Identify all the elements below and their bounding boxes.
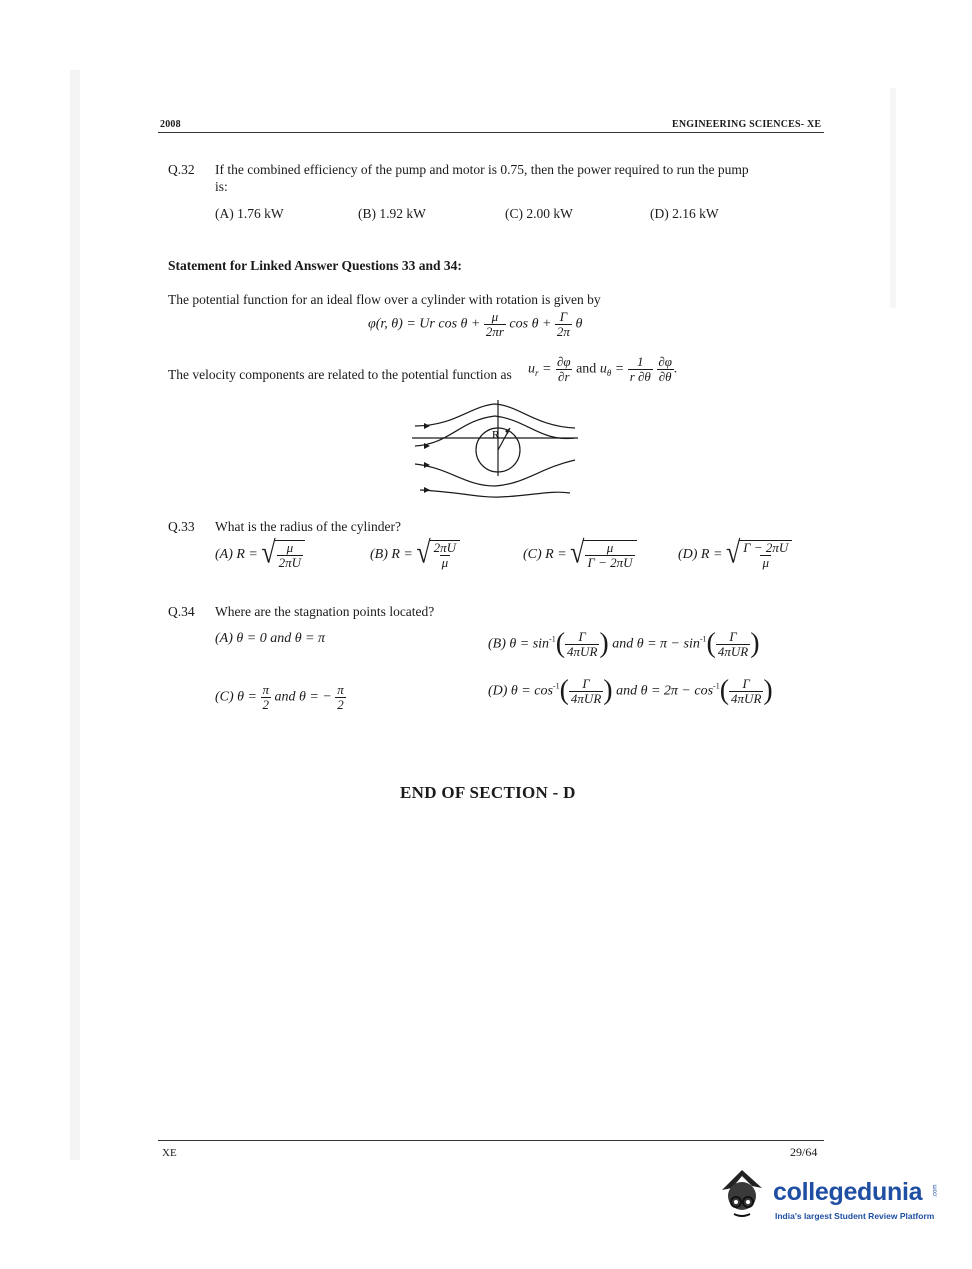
q33-option-d: (D) R = √ $\frac{\Gamma - 2\pi U}{\mu}$ [678, 540, 792, 569]
potential-equation [368, 310, 582, 338]
q33-number: Q.33 [168, 519, 195, 534]
footer-code: XE [162, 1147, 177, 1159]
q32-option-c: (C) 2.00 kW [505, 206, 573, 221]
q32-text-cont: is: [215, 179, 228, 194]
header-rule [158, 132, 824, 133]
linked-intro: The potential function for an ideal flow over a cylinder with rotation is given by [168, 292, 601, 307]
footer-rule [158, 1140, 824, 1141]
footer-page: 29/64 [790, 1145, 818, 1159]
cylinder-flow-diagram [410, 398, 580, 503]
q34-option-c: (C) θ = $\frac{\pi}{2}$ and θ = − $\frac{\pi}{2}$ [215, 682, 344, 712]
header-paper: ENGINEERING SCIENCES- XE [672, 119, 822, 130]
scan-shadow-right [890, 88, 896, 308]
figure-label-r: R [492, 429, 500, 441]
eq-frac-gamma: $\frac{\Gamma}{2\pi}$ [556, 309, 570, 339]
q34-text: Where are the stagnation points located? [215, 604, 435, 619]
q32-option-b: (B) 1.92 kW [358, 206, 426, 221]
q34-option-a: (A) θ = 0 and θ = π [215, 631, 326, 646]
header-year: 2008 [160, 119, 181, 130]
q34-option-d: (D) $\theta = \cos^{-1}$( $\frac{\Gamma}{\text{4πUR}}$ ) and $\theta = 2\pi - \cos^{-1}$( $\frac{\Gamma}{\text{4πUR}}$ ) [488, 675, 773, 707]
q33-option-b: (B) R = √ $\frac{2\pi U}{\mu}$ [370, 540, 460, 569]
eq-cos: cos θ + [509, 316, 552, 332]
eq-frac-mu: $\frac{\mu}{2\pi r}$ [485, 309, 504, 339]
q32-number: Q.32 [168, 162, 195, 177]
q33-option-a: (A) R = √ $\frac{\mu}{2\pi U}$ [215, 540, 305, 569]
streamline-lower [415, 460, 575, 486]
eq-frac-one-r: $\frac{1}{r \partial\theta}$ [629, 354, 651, 384]
q34-option-b: (B) $\theta = \sin^{-1}$( $\frac{\Gamma}{\text{4πUR}}$ ) and $\theta = \pi - \sin^{-1}$( $\frac{\Gamma}{\text{4πUR}}$ ) [488, 628, 760, 660]
arrow-icon [424, 423, 430, 429]
q33-text: What is the radius of the cylinder? [215, 519, 401, 534]
collegedunia-mascot-icon [712, 1162, 772, 1222]
streamline-bottom [420, 490, 570, 497]
eq-lhs: φ(r, θ) = Ur cos θ + [368, 316, 481, 332]
logo-tagline: India's largest Student Review Platform [775, 1211, 935, 1221]
q32-text: If the combined efficiency of the pump and motor is 0.75, then the power required to run the pump [215, 162, 749, 177]
eq-frac-dphi-dr: $\frac{\partial\varphi}{\partial r}$ [556, 354, 571, 384]
q32-option-d: (D) 2.16 kW [650, 206, 719, 221]
arrow-icon [424, 487, 430, 493]
q33-option-c: (C) R = √ $\frac{\mu}{\Gamma - 2\pi U}$ [523, 540, 637, 569]
velocity-text: The velocity components are related to the potential function as [168, 367, 512, 382]
linked-heading: Statement for Linked Answer Questions 33 and 34: [168, 258, 462, 273]
logo-wordmark: collegedunia [773, 1178, 923, 1206]
eq-frac-dphi-dtheta: $\frac{\partial\varphi}{\partial\theta}$ [658, 354, 672, 384]
logo-com: .com [932, 1184, 939, 1198]
end-of-section: END OF SECTION - D [400, 783, 576, 802]
eq-theta: θ [575, 316, 583, 332]
q34-number: Q.34 [168, 604, 195, 619]
q32-option-a: (A) 1.76 kW [215, 206, 284, 221]
scan-shadow [70, 70, 80, 1160]
velocity-equation: $u_r$ = $\frac{\partial\varphi}{\partial r}$ and $u_\theta$ = $\frac{1}{r \partial\theta}$ $\frac{\partial\varphi}{\partial\theta}$ . [528, 354, 678, 384]
